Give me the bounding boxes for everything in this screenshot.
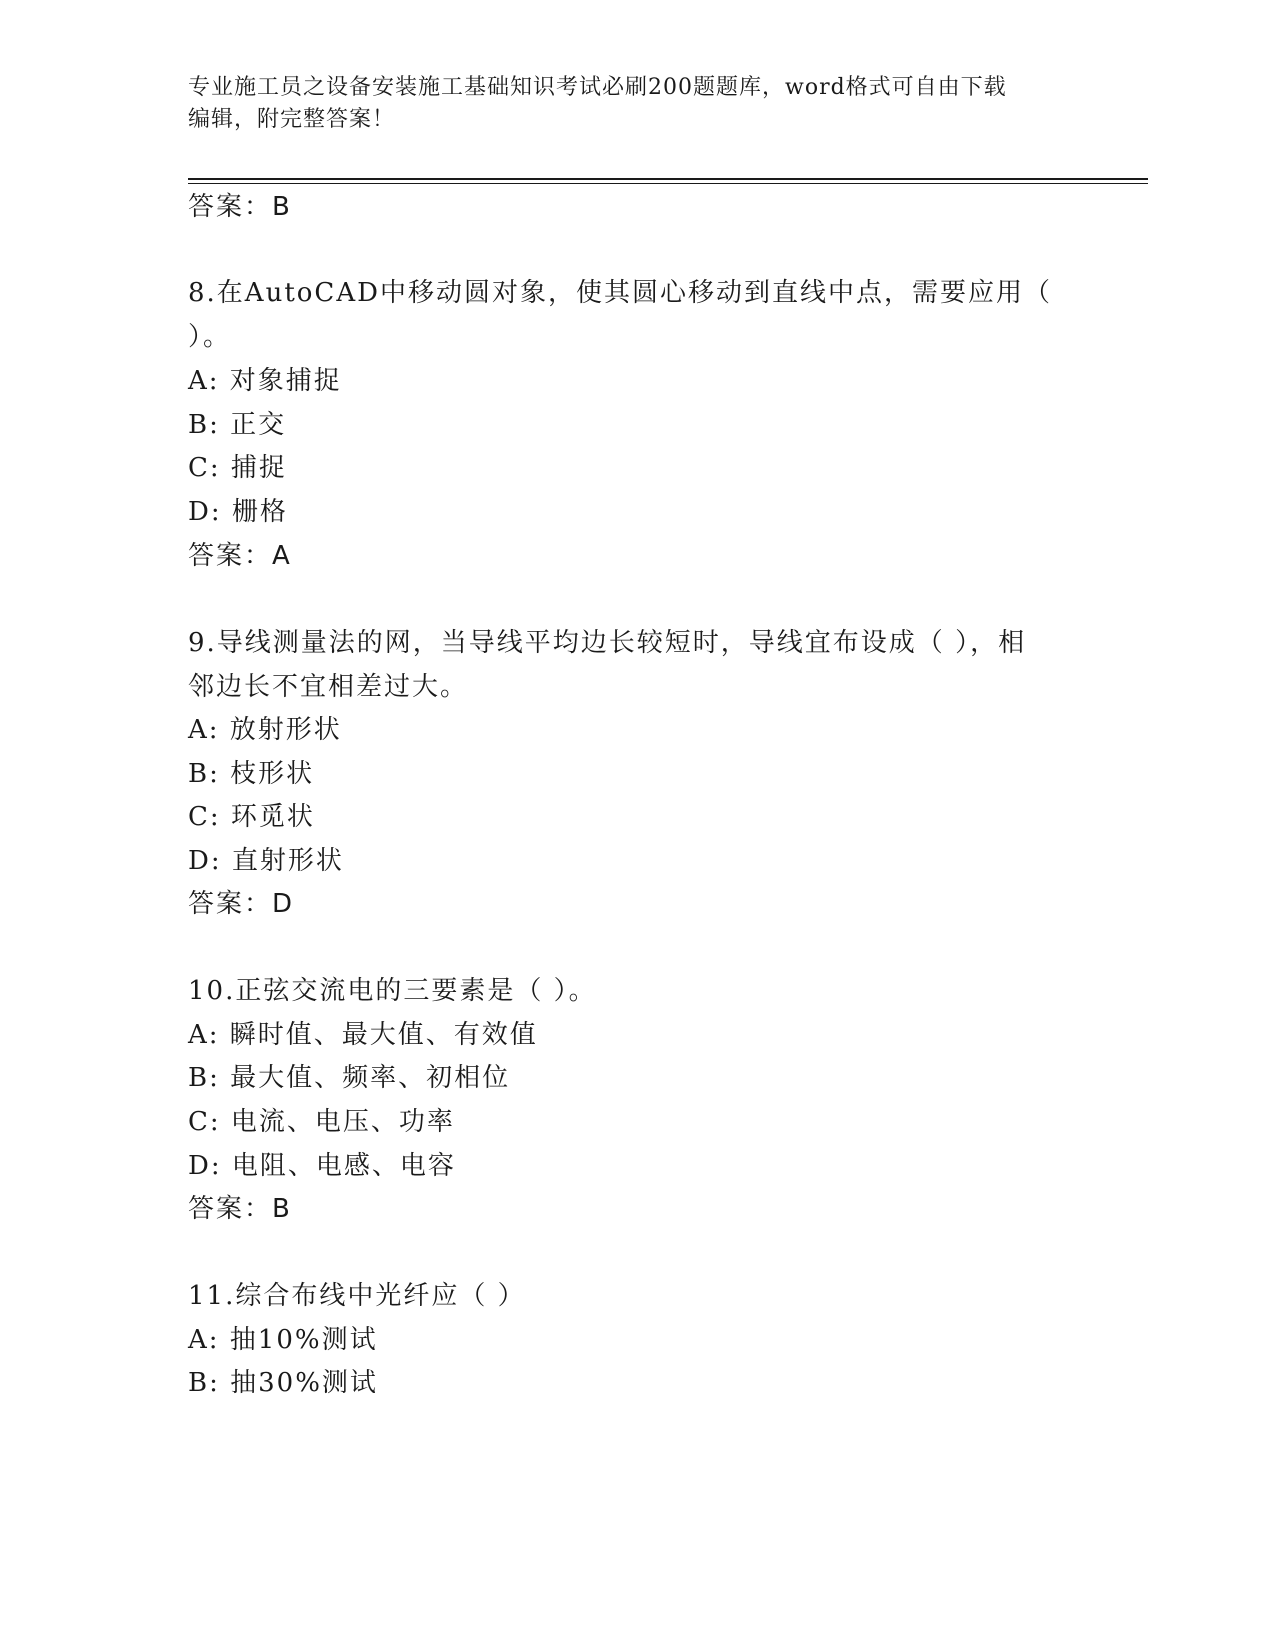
question-10-option-c: C: 电流、电压、功率 — [188, 1107, 455, 1137]
question-8-option-a: A: 对象捕捉 — [188, 366, 342, 396]
question-11-stem-line-1: 11.综合布线中光纤应（ ） — [188, 1281, 526, 1311]
answer-previous: 答案：B — [188, 192, 292, 222]
header-divider-thin — [188, 183, 1148, 184]
question-8-option-b: B: 正交 — [188, 410, 287, 440]
question-9-option-b: B: 枝形状 — [188, 759, 315, 789]
question-10-option-d: D: 电阻、电感、电容 — [188, 1151, 456, 1181]
question-10-option-b: B: 最大值、频率、初相位 — [188, 1063, 511, 1093]
question-9-stem-line-1: 9.导线测量法的网，当导线平均边长较短时，导线宜布设成（ ），相 — [188, 628, 1027, 658]
question-10-answer: 答案：B — [188, 1194, 292, 1224]
question-8-option-c: C: 捕捉 — [188, 453, 287, 483]
question-11-option-a: A: 抽10%测试 — [188, 1325, 378, 1355]
question-8-answer: 答案：A — [188, 541, 292, 571]
question-9-answer: 答案：D — [188, 889, 295, 919]
question-9-option-d: D: 直射形状 — [188, 846, 344, 876]
header-line-2: 编辑，附完整答案！ — [188, 107, 396, 132]
question-8-stem-line-1: 8.在AutoCAD中移动圆对象，使其圆心移动到直线中点，需要应用（ — [188, 278, 1052, 308]
question-10-option-a: A: 瞬时值、最大值、有效值 — [188, 1020, 538, 1050]
question-11-option-b: B: 抽30%测试 — [188, 1368, 378, 1398]
header-divider-thick — [188, 178, 1148, 180]
document-header — [188, 72, 1068, 136]
question-10-stem-line-1: 10.正弦交流电的三要素是（ ）。 — [188, 976, 597, 1006]
question-8-stem-line-2: ）。 — [188, 322, 232, 352]
header-line-1: 专业施工员之设备安装施工基础知识考试必刷200题题库，word格式可自由下载 — [188, 75, 1007, 100]
question-8-option-d: D: 栅格 — [188, 497, 288, 527]
question-9-stem-line-2: 邻边长不宜相差过大。 — [188, 672, 469, 702]
question-9-option-a: A: 放射形状 — [188, 715, 342, 745]
question-9-option-c: C: 环觅状 — [188, 802, 315, 832]
